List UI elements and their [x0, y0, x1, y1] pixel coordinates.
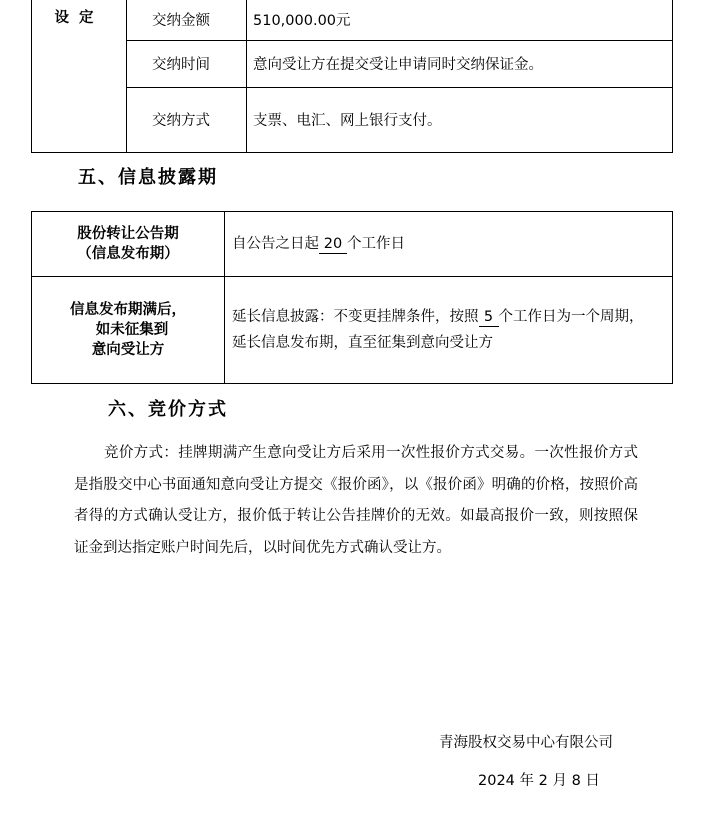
extension-prefix: 延长信息披露：不变更挂牌条件，按照 — [232, 309, 479, 325]
deposit-amount-label: 交纳金额 — [127, 0, 247, 40]
bidding-method-paragraph: 竞价方式：挂牌期满产生意向受让方后采用一次性报价方式交易。一次性报价方式是指股交中心书面通知意向受让方提交《报价函》，以《报价函》明确的价格，按照价高者得的方式确认受让方，报价低于转让公告挂牌价的无效。如最高报价一致，则按照保证金到达指定账户时间先后，以时间优先方式确认受让方。 — [74, 445, 638, 556]
announcement-period-label-line2: （信息发布期） — [77, 246, 179, 262]
announcement-period-suffix: 个工作日 — [347, 236, 405, 252]
company-name: 青海股权交易中心有限公司 — [439, 735, 613, 751]
announcement-period-label — [32, 212, 225, 277]
announcement-period-value — [225, 212, 673, 277]
disclosure-table — [31, 211, 673, 384]
signature-date: 2024 年 2 月 8 日 — [478, 773, 600, 789]
deposit-table — [31, 0, 673, 153]
extension-label-line3: 意向受让方 — [91, 342, 165, 358]
extension-value — [225, 277, 673, 384]
extension-suffix: 个工作日为一个周期， — [498, 309, 644, 325]
deposit-section-cell — [32, 0, 127, 152]
deposit-time-value: 意向受让方在提交受让申请同时交纳保证金。 — [247, 40, 673, 87]
extension-value-line1 — [232, 304, 672, 330]
extension-value-line2: 延长信息发布期，直至征集到意向受让方 — [232, 335, 493, 351]
announcement-period-prefix: 自公告之日起 — [232, 236, 319, 252]
extension-label — [32, 277, 225, 384]
announcement-period-label-line1: 股份转让公告期 — [77, 226, 179, 242]
extension-label-line2: 如未征集到 — [95, 322, 169, 338]
deposit-section-label: 设定 — [54, 10, 104, 26]
announcement-period-days: 20 — [319, 236, 347, 254]
deposit-amount-value: 510,000.00元 — [247, 0, 673, 40]
extension-label-line1: 信息发布期满后， — [70, 302, 186, 318]
deposit-method-label: 交纳方式 — [127, 87, 247, 152]
section5-title: 五、信息披露期 — [78, 167, 218, 188]
deposit-method-value: 支票、电汇、网上银行支付。 — [247, 87, 673, 152]
extension-cycle-days: 5 — [479, 309, 499, 327]
deposit-time-label: 交纳时间 — [127, 40, 247, 87]
section6-title: 六、竞价方式 — [108, 399, 228, 420]
